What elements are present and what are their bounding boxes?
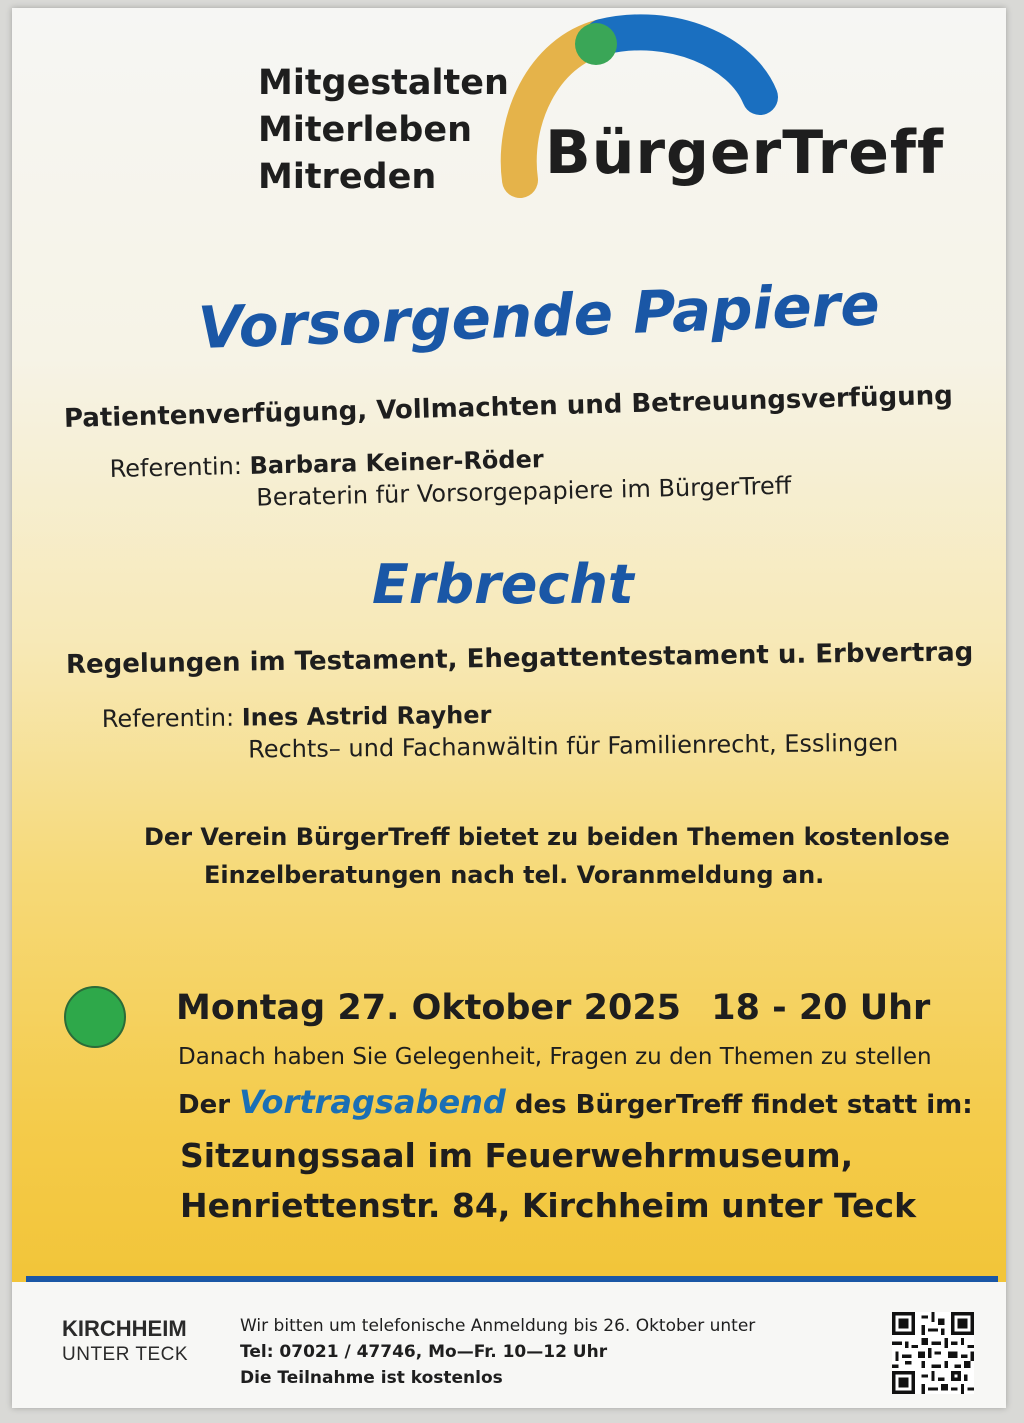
referent-name: Barbara Keiner-Röder <box>249 445 544 480</box>
footer-free: Die Teilnahme ist kostenlos <box>240 1368 503 1388</box>
venue-suffix: des BürgerTreff findet statt im: <box>514 1090 973 1120</box>
claim-miterleben: Miterleben <box>258 110 472 150</box>
referent-name: Ines Astrid Rayher <box>241 700 492 732</box>
logo-wordmark: BürgerTreff <box>545 118 945 188</box>
qr-code-icon[interactable] <box>892 1312 974 1394</box>
event-time: 18 - 20 Uhr <box>711 988 931 1028</box>
venue-highlight: Vortragsabend <box>239 1083 506 1121</box>
footer-registration: Wir bitten um telefonische Anmeldung bis 26. Oktober unter <box>240 1316 756 1336</box>
poster <box>12 8 1006 1408</box>
city-logo-line2: UNTER TECK <box>62 1344 189 1365</box>
event-note: Danach haben Sie Gelegenheit, Fragen zu den Themen zu stellen <box>178 1044 932 1070</box>
referent-talk1 <box>109 438 791 517</box>
logo-claims <box>258 60 509 201</box>
footer-phone: Tel: 07021 / 47746, Mo—Fr. 10—12 Uhr <box>240 1342 608 1362</box>
referent-role: Rechts– und Fachanwältin für Familienrecht, Esslingen <box>248 728 899 764</box>
referent-talk2 <box>102 695 899 767</box>
green-dot-icon <box>64 986 126 1048</box>
referent-role: Beraterin für Vorsorgepapiere im BürgerTreff <box>256 471 792 512</box>
event-date: Montag 27. Oktober 2025 <box>176 988 682 1028</box>
offer-line1: Der Verein BürgerTreff bietet zu beiden Themen kostenlose <box>144 823 950 851</box>
referent-label: Referentin: <box>109 452 243 484</box>
location-line2: Henriettenstr. 84, Kirchheim unter Teck <box>180 1186 917 1225</box>
offer-text <box>144 818 950 894</box>
city-logo-line1: KIRCHHEIM <box>62 1316 187 1341</box>
claim-mitgestalten: Mitgestalten <box>258 63 509 103</box>
location-line1: Sitzungssaal im Feuerwehrmuseum, <box>180 1136 854 1175</box>
venue-intro <box>178 1083 973 1121</box>
event-datetime <box>176 988 930 1028</box>
offer-line2: Einzelberatungen nach tel. Voranmeldung an. <box>204 861 825 889</box>
claim-mitreden: Mitreden <box>258 157 437 197</box>
footer <box>12 1282 1006 1408</box>
title-erbrecht: Erbrecht <box>372 553 634 616</box>
referent-label: Referentin: <box>101 703 235 734</box>
subtitle-talk2: Regelungen im Testament, Ehegattentestament u. Erbvertrag <box>65 637 974 680</box>
subtitle-talk1: Patientenverfügung, Vollmachten und Betreuungsverfügung <box>63 380 954 434</box>
venue-prefix: Der <box>178 1090 231 1120</box>
title-vorsorgende-papiere: Vorsorgende Papiere <box>196 270 881 362</box>
